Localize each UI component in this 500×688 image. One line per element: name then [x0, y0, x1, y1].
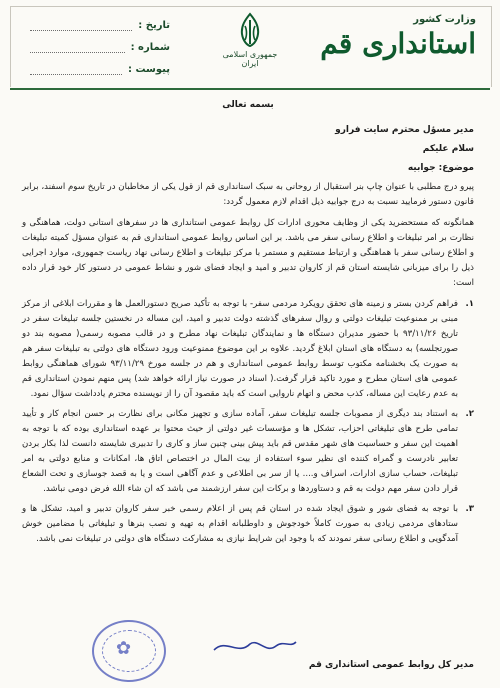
attachment-label: پیوست : [127, 63, 170, 75]
item-number: ۱. [465, 299, 474, 309]
item-text: به استناد بند دیگری از مصوبات جلسه تبلیغات سفر، آماده سازی و تجهیز مکانی برای نظارت بر حسن انجام کار و تأیید تمامی طرح های تبلیغاتی احزاب، تشکل ها و مؤسسات غیر دولتی از حیث محتوا بر عهده استانداری بوده که با توجه به اهمیت این سفر و حساسیت های شهر مقدس قم باید پیش بینی چنین ساز و کاری را تدبیری شایسته دانست لذا بکار بردن تعابیر نادرست و گمراه کننده ای نظیر سوء استفاده از بیت المال در اختصاص اتاق ها، امکانات و منابع دولتی به امر تبلیغات، حساب سازی ادارات، اسراف و.... یا از سر بی اطلاعی و عدم آگاهی است و یا به قصد جوسازی و تحت الشعاع قرار دادن سفر مهم دولت به قم و دستاوردها و برکات این سفر ارزشمند می باشد که ان شاء الله فرض دومی نباشد. [22, 409, 458, 494]
attachment-row [30, 58, 170, 80]
emblem-icon [233, 12, 267, 48]
number-line [30, 41, 125, 53]
signature [210, 636, 300, 658]
item-number: ۳. [465, 504, 474, 514]
republic-label: جمهوری اسلامی ایران [222, 50, 278, 68]
list-item [22, 502, 474, 547]
greeting: سلام علیکم [422, 144, 474, 154]
item-text: فراهم کردن بستر و زمینه های تحقق رویکرد مردمی سفر- با توجه به تأکید صریح دستورالعمل ها و مقررات ابلاغی از مرکز مبنی بر ممنوعیت تبلیغات دولتی و روال سفرهای گذشته دولت تدبیر و امید، این مساله در نخستین جلسه تبلیغات سفر در تاریخ ۹۳/۱۱/۲۶ با حضور مدیران دستگاه ها و نمایندگان تبلیغات نهاد مطرح و در قالب مصوبه رسمی( مصوبه بند دو صورتجلسه) به دستگاه های استان ابلاغ گردید. علاوه بر این موضوع ممنوعیت ورود دستگاه های دولتی به تبلیغات سفر هم به صورت یک بخشنامه مکتوب توسط روابط عمومی استانداری و هم در جلسه مورخ ۹۳/۱۱/۲۹ شورای هماهنگی روابط عمومی های استان مطرح و مورد تاکید قرار گرفت.( اسناد در صورت نیاز ارائه خواهد شد) پس منهم نمودن استانداری قم به عدم رعایت این مساله، کذب محض و اتهام ناروایی است که باید مقصود آن را از نویسنده محترم یادداشت سؤال نمود. [22, 299, 458, 399]
ministry-name: وزارت کشور [413, 14, 476, 25]
list-item [22, 297, 474, 402]
attachment-line [30, 63, 122, 75]
context-paragraph: همانگونه که مستحضرید یکی از وظایف محوری ادارات کل روابط عمومی استانداری ها در سفرهای استانی دولت، هماهنگی و نظارت بر امر تبلیغات و اطلاع رسانی سفر می باشد. بر این اساس روابط عمومی استانداری قم به عنوان مسؤل کمیته تبلیغات و اطلاع رسانی سفر با هماهنگی و ارتباط مستقیم و مستمر با مرکز تبلیغات و اطلاع رسانی نهاد ریاست جمهوری، موارد اجرایی ذیل را برای میزبانی شایسته استان قم از کاروان تدبیر و امید و ایجاد فضای شور و نشاط عمومی در دستور کار خود قرار داده است: [22, 218, 474, 288]
item-text: با توجه به فضای شور و شوق ایجاد شده در استان قم پس از اعلام رسمی خبر سفر کاروان تدبیر و امید، تشکل ها و ستادهای مردمی زیادی به صورت کاملاً خودجوش و داوطلبانه اقدام به تهیه و نصب بنرها و تبلیغاتی با مضامین خوش آمدگویی و اطلاع رسانی سفر نمودند که با وجود این شرایط نیازی به مشارکت دستگاه های دولتی در تبلیغات نمی باشد. [22, 504, 458, 544]
official-stamp [92, 620, 166, 682]
national-emblem [222, 12, 278, 68]
header-divider [10, 88, 490, 90]
subject: موضوع: جوابیه [407, 163, 474, 173]
bismillah: بسمه تعالی [222, 100, 274, 110]
letterhead-title-block [320, 14, 476, 60]
letter-body [22, 98, 474, 547]
date-row [30, 14, 170, 36]
letter-meta [30, 14, 170, 80]
item-number: ۲. [465, 409, 474, 419]
intro-paragraph: پیرو درج مطلبی با عنوان چاپ بنر استقبال از روحانی به سبک استانداری قم از قول یکی از مخاطبان در تاریخ سوم اسفند، برابر قانون دستور فرمایید نسبت به درج جوابیه ذیل اقدام لازم معمول گردد: [22, 182, 474, 207]
date-label: تاریخ : [138, 19, 170, 31]
date-line [30, 19, 132, 31]
governorate-title: استانداری قم [320, 27, 476, 60]
list-item [22, 407, 474, 497]
number-row [30, 36, 170, 58]
signer-title: مدیر کل روابط عمومی استانداری قم [308, 660, 474, 670]
recipient: مدیر مسؤل محترم سایت فرارو [335, 125, 474, 135]
number-label: شماره : [130, 41, 170, 53]
stamp-emblem-icon: ✿ [116, 638, 132, 659]
